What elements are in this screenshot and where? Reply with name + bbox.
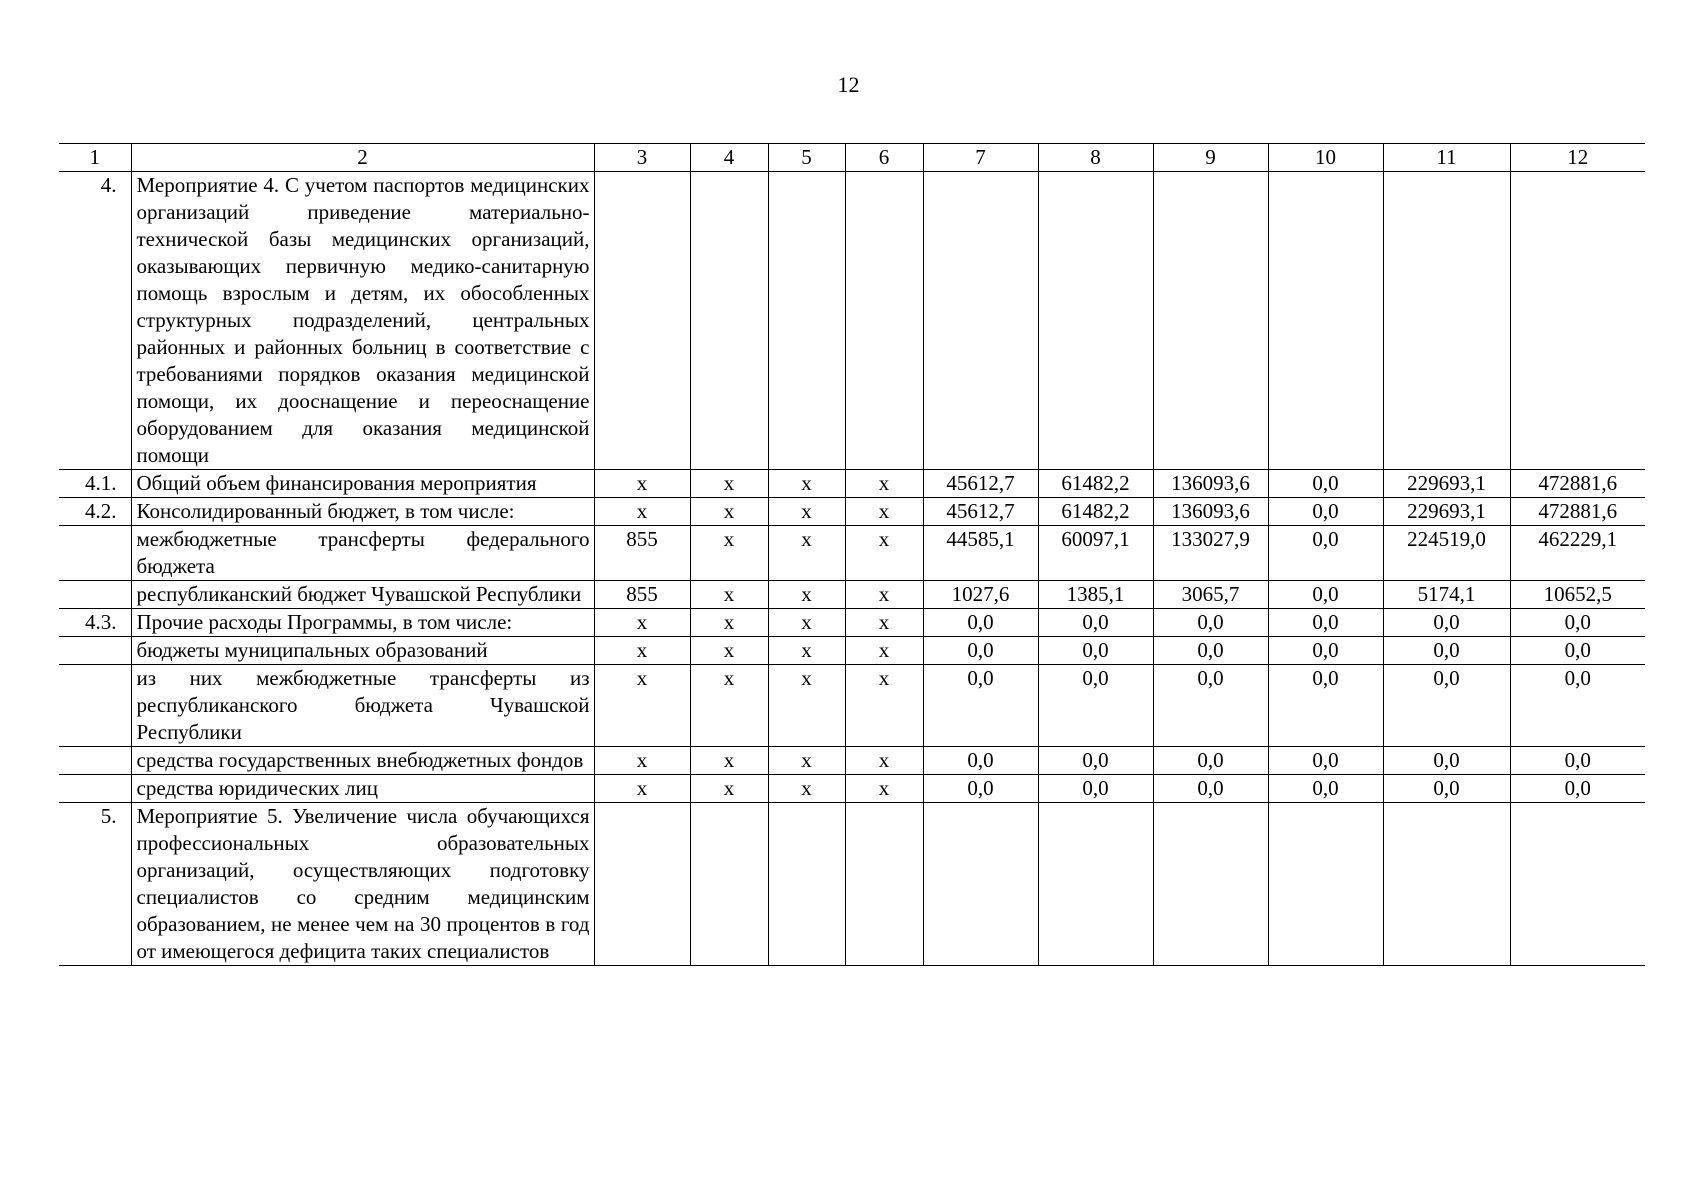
row-description: из них межбюджетные трансферты из республиканского бюджета Чувашской Республики [131,665,594,747]
value-cell: х [690,637,768,665]
value-cell: х [594,665,690,747]
value-cell: х [690,665,768,747]
value-cell [1038,172,1153,470]
value-cell: х [768,526,845,581]
value-cell: 61482,2 [1038,498,1153,526]
value-cell: х [845,498,923,526]
row-description: республиканский бюджет Чувашской Республики [131,581,594,609]
value-cell: 0,0 [1268,609,1383,637]
table-row [59,609,1645,637]
value-cell: 1385,1 [1038,581,1153,609]
value-cell: 0,0 [1510,775,1645,803]
table-row [59,803,1645,966]
table-row [59,665,1645,747]
value-cell: 0,0 [1153,665,1268,747]
row-number: 4.1. [59,470,131,498]
value-cell: 0,0 [1268,775,1383,803]
value-cell [594,172,690,470]
value-cell: 0,0 [1268,581,1383,609]
value-cell: 0,0 [1153,775,1268,803]
header-cell: 2 [131,144,594,172]
table-row [59,526,1645,581]
row-number [59,581,131,609]
value-cell: 855 [594,581,690,609]
row-number [59,526,131,581]
header-cell: 6 [845,144,923,172]
value-cell: 0,0 [1153,609,1268,637]
value-cell: 462229,1 [1510,526,1645,581]
table-row [59,775,1645,803]
value-cell: 61482,2 [1038,470,1153,498]
value-cell: 0,0 [1268,498,1383,526]
table-row [59,747,1645,775]
value-cell: х [845,637,923,665]
value-cell [923,803,1038,966]
value-cell: 136093,6 [1153,470,1268,498]
value-cell: х [768,470,845,498]
row-number [59,747,131,775]
page-number: 12 [837,72,860,97]
value-cell [1153,803,1268,966]
value-cell: х [845,470,923,498]
financing-table [59,143,1645,966]
header-cell: 9 [1153,144,1268,172]
value-cell: х [690,470,768,498]
value-cell: х [768,581,845,609]
value-cell: 0,0 [923,747,1038,775]
value-cell: 0,0 [923,775,1038,803]
row-number [59,637,131,665]
table-row [59,637,1645,665]
value-cell: х [594,775,690,803]
header-cell: 10 [1268,144,1383,172]
value-cell: 229693,1 [1383,470,1510,498]
value-cell [1383,803,1510,966]
value-cell: 0,0 [1383,665,1510,747]
value-cell [845,803,923,966]
value-cell: 0,0 [923,665,1038,747]
row-description: Консолидированный бюджет, в том числе: [131,498,594,526]
value-cell [690,803,768,966]
value-cell: х [594,498,690,526]
value-cell: х [768,637,845,665]
header-cell: 5 [768,144,845,172]
value-cell: 0,0 [1383,747,1510,775]
value-cell: х [845,747,923,775]
header-cell: 11 [1383,144,1510,172]
value-cell: 229693,1 [1383,498,1510,526]
value-cell: 45612,7 [923,498,1038,526]
table-row [59,172,1645,470]
value-cell [1268,803,1383,966]
value-cell: 0,0 [1510,609,1645,637]
row-description: Прочие расходы Программы, в том числе: [131,609,594,637]
value-cell: 0,0 [1510,665,1645,747]
header-cell: 1 [59,144,131,172]
row-description: Мероприятие 5. Увеличение числа обучающихся профессиональных образовательных организаций, осуществляющих подготовку специалистов со средним медицинским образованием, не менее чем на 30 процентов в год от имеющегося дефицита таких специалистов [131,803,594,966]
header-cell: 3 [594,144,690,172]
value-cell: 0,0 [1383,609,1510,637]
table-row [59,581,1645,609]
value-cell: 0,0 [1268,637,1383,665]
value-cell: 0,0 [1038,665,1153,747]
value-cell [1038,803,1153,966]
value-cell: х [845,665,923,747]
value-cell: 224519,0 [1383,526,1510,581]
value-cell: 10652,5 [1510,581,1645,609]
value-cell: 472881,6 [1510,470,1645,498]
row-number: 4.2. [59,498,131,526]
value-cell: х [690,775,768,803]
value-cell: 44585,1 [923,526,1038,581]
value-cell: 0,0 [1038,775,1153,803]
value-cell: 0,0 [1268,747,1383,775]
value-cell: х [845,609,923,637]
value-cell: 0,0 [1153,637,1268,665]
value-cell [1510,172,1645,470]
value-cell: х [690,581,768,609]
value-cell: х [768,665,845,747]
value-cell: х [845,775,923,803]
row-description: Общий объем финансирования мероприятия [131,470,594,498]
value-cell: х [768,609,845,637]
value-cell: 133027,9 [1153,526,1268,581]
value-cell [923,172,1038,470]
value-cell [690,172,768,470]
value-cell: 0,0 [1038,747,1153,775]
value-cell: х [594,470,690,498]
value-cell: х [594,637,690,665]
header-cell: 7 [923,144,1038,172]
value-cell [1383,172,1510,470]
row-number [59,665,131,747]
value-cell: 855 [594,526,690,581]
value-cell: 472881,6 [1510,498,1645,526]
value-cell: 0,0 [1383,775,1510,803]
value-cell: х [845,581,923,609]
value-cell [1153,172,1268,470]
table-row [59,470,1645,498]
value-cell: 0,0 [1510,637,1645,665]
value-cell: 3065,7 [1153,581,1268,609]
row-number [59,775,131,803]
row-number: 4. [59,172,131,470]
value-cell: х [845,526,923,581]
value-cell [1510,803,1645,966]
table-header-row [59,144,1645,172]
value-cell: 0,0 [1510,747,1645,775]
value-cell: 0,0 [1268,470,1383,498]
value-cell [768,803,845,966]
value-cell: х [690,526,768,581]
row-number: 5. [59,803,131,966]
value-cell [594,803,690,966]
value-cell: 5174,1 [1383,581,1510,609]
value-cell: 0,0 [1153,747,1268,775]
row-description: Мероприятие 4. С учетом паспортов медицинских организаций приведение материально-технической базы медицинских организаций, оказывающих первичную медико-санитарную помощь взрослым и детям, их обособленных структурных подразделений, центральных районных и районных больниц в соответствие с требованиями порядков оказания медицинской помощи, их дооснащение и переоснащение оборудованием для оказания медицинской помощи [131,172,594,470]
value-cell: 0,0 [1038,609,1153,637]
value-cell: х [690,609,768,637]
value-cell: х [690,498,768,526]
header-cell: 4 [690,144,768,172]
value-cell: х [768,775,845,803]
value-cell: 0,0 [923,609,1038,637]
value-cell [1268,172,1383,470]
row-number: 4.3. [59,609,131,637]
value-cell: х [690,747,768,775]
value-cell: 1027,6 [923,581,1038,609]
value-cell: 136093,6 [1153,498,1268,526]
row-description: бюджеты муниципальных образований [131,637,594,665]
value-cell [845,172,923,470]
value-cell: х [768,498,845,526]
value-cell: 0,0 [1038,637,1153,665]
value-cell [768,172,845,470]
row-description: средства государственных внебюджетных фондов [131,747,594,775]
table-row [59,498,1645,526]
row-description: межбюджетные трансферты федерального бюджета [131,526,594,581]
value-cell: 0,0 [923,637,1038,665]
value-cell: 60097,1 [1038,526,1153,581]
row-description: средства юридических лиц [131,775,594,803]
header-cell: 12 [1510,144,1645,172]
value-cell: х [594,609,690,637]
value-cell: х [594,747,690,775]
value-cell: 0,0 [1383,637,1510,665]
value-cell: х [768,747,845,775]
value-cell: 45612,7 [923,470,1038,498]
header-cell: 8 [1038,144,1153,172]
value-cell: 0,0 [1268,526,1383,581]
value-cell: 0,0 [1268,665,1383,747]
